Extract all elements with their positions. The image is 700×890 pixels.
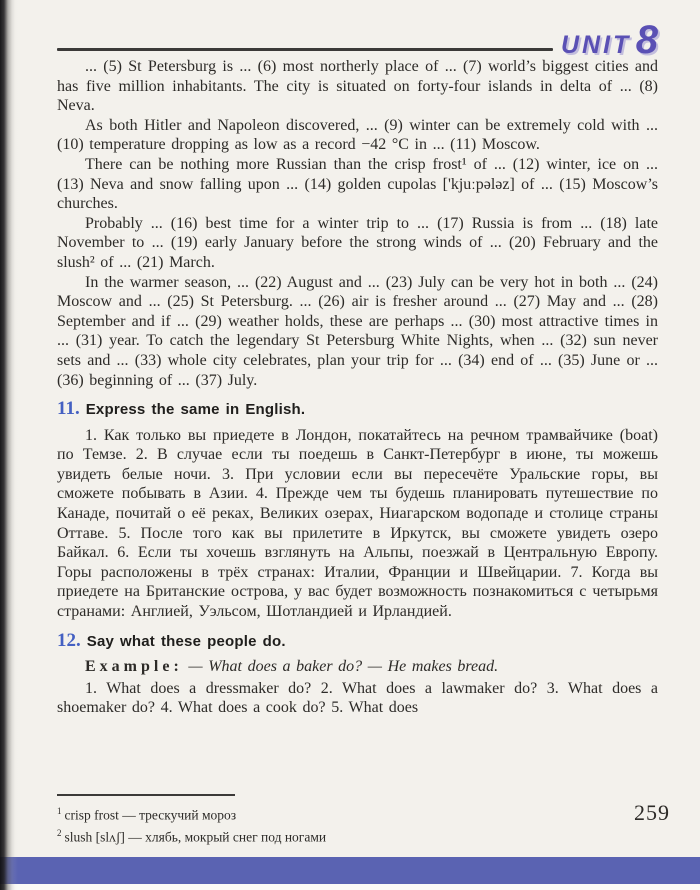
footnote-2-marker: 2 [57, 828, 62, 838]
exercise-12-example [57, 657, 658, 677]
reading-paragraph: As both Hitler and Napoleon discovered, ... (9) winter can be extremely cold with ... (10) temperature dropping as low as a record −42 °C in ... (11) Moscow. [57, 116, 658, 154]
book-spine-edge [0, 0, 18, 890]
footnote-divider [57, 794, 235, 796]
example-label: Example: [85, 658, 183, 676]
exercise-12-number: 12. [57, 629, 81, 651]
bottom-page-edge [0, 884, 700, 890]
exercise-11-number: 11. [57, 398, 80, 420]
footnote-1-marker: 1 [57, 805, 62, 816]
reading-paragraph: Probably ... (16) best time for a winter trip to ... (17) Russia is from ... (18) late November to ... (19) early January before the strong winds of ... (20) February and the slush² of ... (21) March. [57, 214, 658, 271]
footnote-1 [57, 802, 597, 825]
exercise-11-title: Express the same in English. [85, 401, 306, 419]
reading-paragraph: In the warmer season, ... (22) August and ... (23) July can be very hot in both ... (24) Moscow and ... (25) St Petersburg. ... (26) air is fresher around ... (27) May and ... (28) September and if ... (29) weather holds, these are perhaps ... (30) most attractive times in ... (31) year. To catch the legendary St Petersburg White Nights, when ... (32) sun never sets and ... (33) whole city celebrates, plan your trip for ... (34) end of ... (35) June or ... (36) beginning of ... (37) July. [57, 273, 658, 389]
exercise-11-header [57, 399, 658, 420]
footnotes [57, 789, 597, 847]
exercise-11-text: 1. Как только вы приедете в Лондон, покатайтесь на речном трамвайчике (boat) по Темзе. 2. В случае если ты поедешь в Санкт-Петербург в июне, ты можешь увидеть белые ночи. 3. При условии если вы пересечёте Уральские горы, вы сможете побывать в Азии. 4. Прежде чем ты будешь планировать путешествие по Канаде, почитай о её реках, Великих озерах, Ниагарском водопаде и столице страны Оттаве. 5. После того как вы прилетите в Иркутск, вы сможете увидеть озеро Байкал. 6. Если ты хочешь взглянуть на Альпы, поезжай в Центральную Европу. Горы расположены в трёх странах: Италии, Франции и Швейцарии. 7. Когда вы приедете на Британские острова, у вас будет возможность познакомиться с четырьмя странами: Англией, Уэльсом, Шотландией и Ирландией. [57, 426, 658, 621]
bottom-decoration-bar [0, 857, 700, 884]
reading-paragraph: ... (5) St Petersburg is ... (6) most northerly place of ... (7) world’s biggest cities and has five million inhabitants. The city is situated on forty-four islands in delta of ... (8) Neva. [57, 58, 658, 115]
footnote-1-text: crisp frost — трескучий мороз [64, 807, 237, 822]
footnote-2 [57, 824, 597, 847]
footnote-2-text: slush [slʌʃ] — хлябь, мокрый снег под ногами [64, 829, 327, 845]
page-body [57, 57, 658, 718]
page-number: 259 [634, 800, 670, 825]
unit-logo [561, 20, 658, 60]
unit-number: 8 [635, 18, 658, 62]
unit-header [57, 20, 658, 60]
exercise-12-header [57, 631, 658, 652]
header-rule [57, 48, 553, 51]
unit-word: UNIT [560, 31, 632, 59]
exercise-12-text: 1. What does a dressmaker do? 2. What does a lawmaker do? 3. What does a shoemaker do? 4. What does a cook do? 5. What does [57, 679, 658, 717]
exercise-12-title: Say what these people do. [86, 632, 286, 650]
reading-paragraph: There can be nothing more Russian than the crisp frost¹ of ... (12) winter, ice on ... (13) Neva and snow falling upon ... (14) golden cupolas ['kjuːpələz] of ... (15) Moscow’s churches. [57, 155, 658, 213]
example-text: — What does a baker do? — He makes bread. [188, 658, 499, 676]
